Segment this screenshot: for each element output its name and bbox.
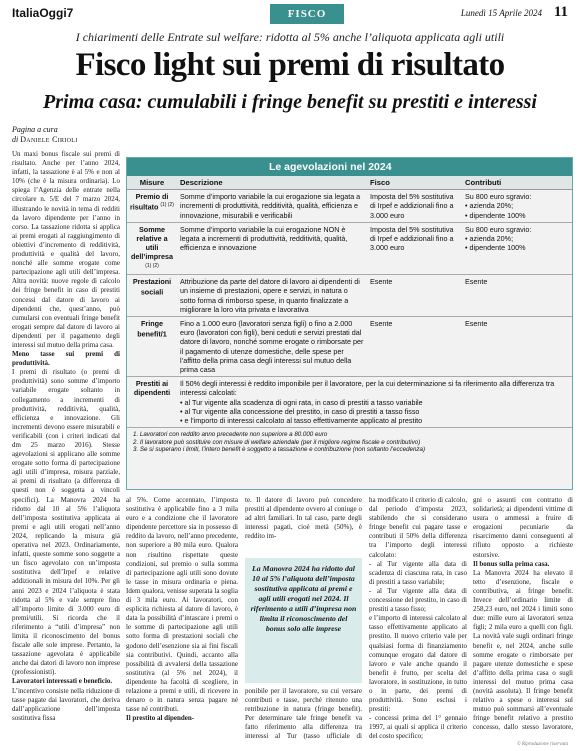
pull-quote: La Manovra 2024 ha ridotto dal 10 al 5% l’aliquota dell’imposta sostitutiva applicata ai premi e agli utili erogati nel 2024. Il riferimento a utili d’impresa non limita il riconoscimento del bonus solo alle imprese	[245, 558, 362, 683]
byline-by: di	[12, 135, 19, 144]
loan-description	[177, 377, 572, 428]
table-row-loans	[127, 377, 572, 428]
measure-tax: Esente	[367, 317, 462, 377]
article-subtitle: Prima casa: cumulabili i fringe benefit su prestiti e interessi	[43, 91, 537, 113]
paragraph: L’incentivo consiste nella riduzione di tasse pagate dai lavoratori, che deriva dall’applicazione dell’imposta sostitutiva fissa	[12, 686, 120, 722]
paragraph: e l’importo di interessi calcolato al tasso effettivamente applicato al prestito. Il nuovo criterio vale per qualsiasi forma di finanziamento comunque erogato dal datore di lavoro e vale anche quando il benefit è frutto, per scelta del lavoratore, in sostituzione, in tutto o in parte, dei premi di produttività. Sono esclusi i prestiti:	[369, 614, 467, 714]
table-notes	[127, 428, 572, 457]
paragraph: I premi di risultato (o premi di produttività) sono somme d’importo variabile erogate soltanto in collegamento a incrementi di produttività, redditività, qualità, efficienza e innovazione. Gli incrementi devono essere misurabili e verificabili (con i criteri indicati dal dm 25 marzo 2016). Stesse agevolazioni si applicano alle somme erogate sotto forma di partecipazione agli utili d’impresa, misura parziale, ai premi di risultato (a differenza di questi non è soggetta a vincoli specifici). La Manovra 2024 ha ridotto dal 10 al 5% l’aliquota dell’imposta sostitutiva applicata ai premi e agli utili erogati nell’anno 2024, replicando la misura già operativa nel 2023. Ordinariamente, infatti, queste somme sono soggette a un fisco agevolato con un’imposta sostitutiva dell’Irpef e relative addizionali in misura del 10%. Per gli anni 2023 e 2024 l’aliquota è stata ridotta al 5% e vale sempre fino all’importo limite di 3.000 euro di premi/utili. Si ricorda che il riferimento a “utili d’impresa” non limita il riconoscimento del bonus fiscale alle sole imprese. Pertanto, la tassazione agevolata è applicabile anche dai datori di lavoro non imprese (professionisti).	[12, 368, 120, 677]
table-row	[127, 317, 572, 377]
measure-description: Attribuzione da parte del datore di lavoro ai dipendenti di un insieme di prestazioni, opere e servizi, in natura o sotto forma di rimborso spese, in quanto finalizzate a migliorare la loro vita privata e lavorativa	[177, 275, 367, 317]
contrib-line: • dipendente 100%	[465, 243, 526, 253]
loan-item: • al Tur vigente alla scadenza di ogni rata, in caso di prestiti a tasso variabile	[180, 397, 423, 407]
text-column-3-bottom	[245, 687, 362, 742]
measure-description: Fino a 1.000 euro (lavoratori senza figli) o fino a 2.000 euro (lavoratori con figli), beni ceduti e servizi prestati dal datore di lavoro, nonché somme erogate o rimborsate per il pagamento di utenze domestiche, delle spese per l’affitto della prima casa degli interessi sul mutuo della prima casa	[177, 317, 367, 377]
text-column-3-top	[245, 496, 362, 556]
byline	[12, 125, 122, 145]
section-label: FISCO	[270, 4, 344, 24]
paragraph: - al Tur vigente alla data di scadenza di ciascuna rata, in caso di prestiti a tasso variabile;	[369, 559, 467, 586]
contrib-line: Su 800 euro sgravio:	[465, 224, 532, 234]
loan-list	[180, 398, 569, 426]
newspaper-logo: ItaliaOggi7	[12, 6, 74, 20]
contrib-line: Esente	[465, 319, 488, 329]
paragraph: al 5%. Come accennato, l’imposta sostitutiva è applicabile fino a 3 mila euro e a condizione che il lavoratore dipendente percettore sia in possesso di reddito da lavoro, nell’anno precedente, non superiore a 80 mila euro. Qualora non risultino rispettate queste condizioni, sul premio o sulla somma di partecipazione agli utili sono dovute le tasse in misura ordinaria e piena. Idem qualora, venisse superata la soglia di 3 mila euro. Ai lavoratori, con esplicita richiesta al datore di lavoro, è data la possibilità d’intascare i premi o le somme di partecipazione agli utili sotto forma di prestazioni sociali che godono dell’esenzione sia ai fini fiscali sia contributivi. Quindi, accanto alla possibilità di avvalersi della tassazione sostitutiva (al 5% nel 2024), il dipendente ha facoltà di scegliere, in relazione a premi e utili, di ricevere in denaro o in natura senza pagare né tasse né contributi.	[126, 496, 238, 714]
col-header-contributi: Contributi	[462, 176, 572, 190]
article-title: Fisco light sui premi di risultato	[75, 47, 505, 83]
article-kicker: I chiarimenti delle Entrate sul welfare: ridotta al 5% anche l’aliquota applicata agli utili	[75, 30, 505, 44]
measure-note-ref: (1) (2)	[160, 202, 174, 209]
section-heading: Lavoratori interessati e beneficio.	[12, 677, 113, 686]
measure-note-ref: (1) (2)	[145, 262, 159, 269]
measure-contributions	[462, 275, 572, 317]
contrib-line: Esente	[465, 277, 488, 287]
section-heading: Il prestito al dipenden-	[126, 714, 195, 723]
byline-label: Pagina a cura	[12, 125, 58, 134]
section-heading: Il bonus sulla prima casa.	[473, 559, 550, 568]
page-header	[12, 4, 568, 24]
col-header-fisco: Fisco	[367, 176, 462, 190]
table-row	[127, 222, 572, 274]
measure-name	[127, 222, 177, 274]
contrib-line: Su 800 euro sgravio:	[465, 192, 532, 202]
col-header-misure: Misure	[127, 176, 177, 190]
note-1: 1. Lavoratori con reddito anno precedente non superiore a 80.000 euro	[133, 431, 328, 439]
note-2: 2. Il lavoratore può sostituire con misure di welfare aziendale (per il migliore regime fiscale e contributivo)	[133, 438, 421, 446]
measure-tax: Imposta del 5% sostitutiva di Irpef e addizionali fino a 3.000 euro	[367, 222, 462, 274]
paragraph: - al Tur vigente alla data di concessione del prestito, in caso di prestiti a tasso fisso;	[369, 586, 467, 614]
loan-item: • e l’importo di interessi calcolato al tasso effettivamente applicato al prestito	[180, 416, 423, 426]
table-row	[127, 190, 572, 223]
paragraph: gni o assunti con contratto di solidarietà; ai dipendenti vittime di usura o ammessi a fruire di erogazioni pecuniarie da risarcimento danni conseguenti al rifiuto opposto a richieste estorsive.	[473, 496, 573, 559]
paragraph: - concessi prima del 1° gennaio 1997, ai quali si applica il criterio del costo specifico;	[369, 714, 467, 741]
paragraph: te. Il datore di lavoro può concedere prestiti al dipendente ovvero al coniuge o ad altri familiari. In tal caso, parte degli interessi pagati, cioè metà (50%), è reddito im-	[245, 496, 362, 541]
measure-label: Prestazioni sociali	[132, 277, 172, 297]
measure-name	[127, 317, 177, 377]
measure-description: Somme d’importo variabile la cui erogazione NON è legata a incrementi di produttività, redditività, qualità, efficienza e innovazione	[177, 222, 367, 274]
copyright-notice: © Riproduzione riservata	[516, 742, 568, 747]
issue-date: Lunedì 15 Aprile 2024	[460, 8, 542, 18]
benefits-table-box	[126, 157, 573, 490]
measure-contributions	[462, 317, 572, 377]
text-column-1	[12, 150, 120, 742]
measure-name: Prestiti ai dipendenti	[127, 377, 177, 428]
paragraph: La Manovra 2024 ha elevato il tetto d’esenzione, fiscale e contributiva, ai fringe benefit. Invece dell’ordinario limite di 258,23 euro, nel 2024 i limiti sono due: mille euro ai lavoratori senza figli; 2 mila euro a quelli con figli. La novità vale sugli ordinari fringe benefit e, nel 2024, anche sulle somme erogate o rimborsate per pagare utenze domestiche e spese d’affitto della prima casa o sugli interessi del mutuo prima casa (novità assoluta). Il fringe benefit relativo a spese o interessi sul mutuo può sommarsi all’eventuale fringe benefit relativo a prestito concesso, dallo stesso lavoratore,	[473, 568, 573, 732]
benefits-table	[127, 176, 572, 428]
measure-tax: Imposta del 5% sostitutiva di Irpef e addizionali fino a 3.000 euro	[367, 190, 462, 223]
measure-label: Fringe benefit/1	[137, 319, 167, 339]
measure-contributions	[462, 190, 572, 223]
note-3: 3. Se si superano i limiti, l’intero benefit è soggetto a tassazione e contribuzione (non soltanto l’eccedenza)	[133, 446, 426, 454]
col-header-descrizione: Descrizione	[177, 176, 367, 190]
table-row	[127, 275, 572, 317]
byline-author: Daniele Cirioli	[20, 135, 78, 144]
contrib-line: • dipendente 100%	[465, 210, 526, 220]
text-column-5	[473, 496, 573, 732]
contrib-line: • azienda 20%;	[465, 234, 514, 244]
paragraph: Un maxi bonus fiscale sui premi di risultato. Anche per l’anno 2024, infatti, la tassazione è al 5% e non al 10% (che è la misura ordinaria). Lo spiega l’Agenzia delle entrate nella circolare n. 5/E del 7 marzo 2024, illustrando le novità in tema di redditi da lavoro dipendente per l’anno in corso. La tassazione ridotta si applica ai premi erogati al raggiungimento di obiettivi d’incremento di redditività, produttività e qualità del lavoro, nonché alle somme erogate come partecipazione agli utili dell’impresa. Altra novità: nuove regole di calcolo dei fringe benefit in caso di prestiti concessi dal datore di lavoro ai dipendenti che, quest’anno, può cumularsi con eventuali fringe benefit erogati sempre dal datore di lavoro ai dipendenti per il pagamento degli interessi sul mutuo della prima casa.	[12, 150, 120, 349]
measure-tax: Esente	[367, 275, 462, 317]
measure-label: Premio di risultato	[130, 192, 169, 212]
contrib-line: • azienda 20%;	[465, 201, 514, 211]
loan-item: • al Tur vigente alla concessione del prestito, in caso di prestiti a tasso fisso	[180, 406, 420, 416]
page-number: 11	[553, 4, 568, 20]
loan-intro: Il 50% degli interessi è reddito imponibile per il lavoratore, per la cui determinazione si fa riferimento alla differenza tra interessi calcolati:	[180, 379, 555, 398]
paragraph: ha modificato il criterio di calcolo, dal periodo d’imposta 2023, stabilendo che si considerano fringe benefit cui pagare tasse e contributi il 50% della differenza tra l’importo degli interessi calcolato:	[369, 496, 467, 559]
text-column-2	[126, 496, 238, 742]
paragraph: ponibile per il lavoratore, su cui versare contributi e tasse, perché ritenuto una retribuzione in natura (fringe benefit). Per determinare tale fringe benefit va fatto riferimento alla differenza tra interessi al Tur (tasso ufficiale di	[245, 687, 362, 741]
table-title: Le agevolazioni nel 2024	[127, 158, 572, 176]
measure-label: Somme relative a utili dell’impresa	[131, 224, 173, 262]
text-column-4	[369, 496, 467, 742]
measure-name	[127, 190, 177, 223]
measure-name	[127, 275, 177, 317]
section-heading: Meno tasse sui premi di produttività.	[12, 350, 120, 368]
measure-description: Somme d’importo variabile la cui erogazione sia legata a incrementi di produttività, redditività, qualità, efficienza e innovazione, misurabili e verificabili	[177, 190, 367, 223]
measure-contributions	[462, 222, 572, 274]
